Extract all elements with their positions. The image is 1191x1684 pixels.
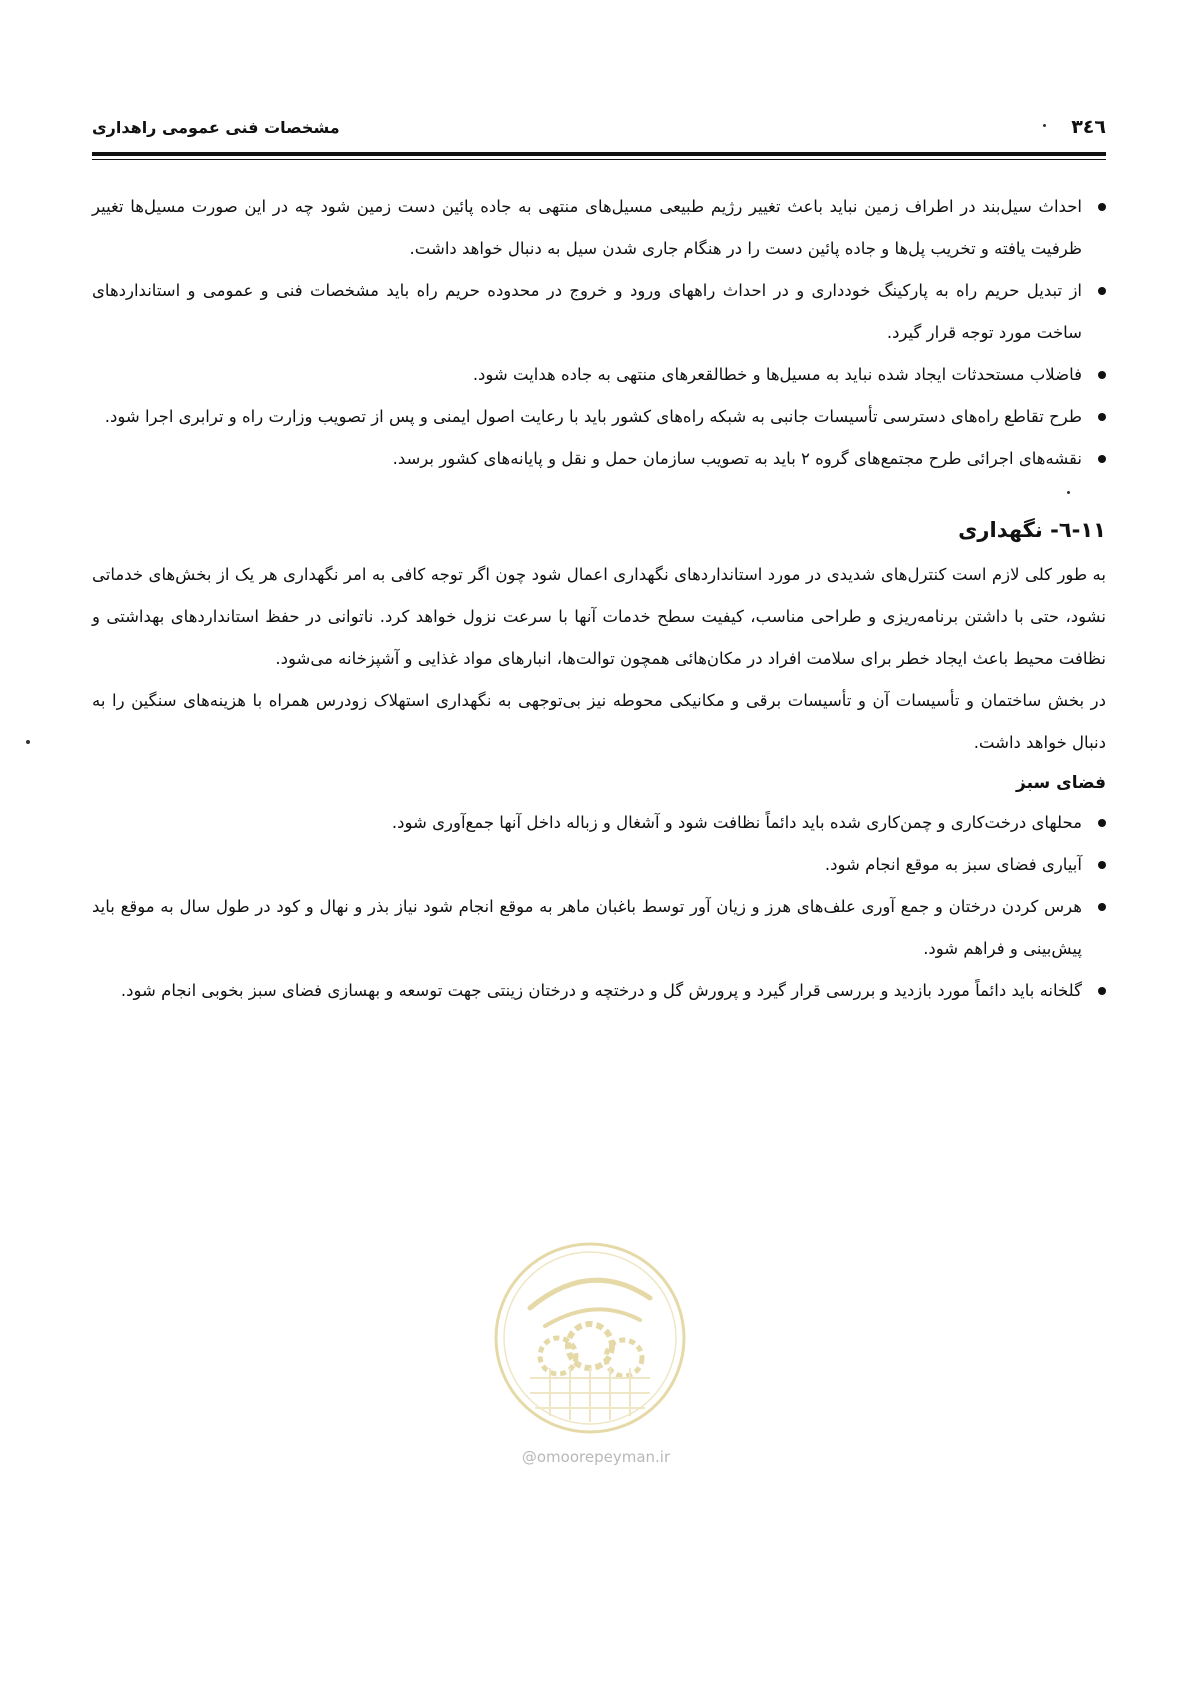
scan-speck	[26, 740, 30, 744]
bullet-icon	[1098, 819, 1106, 827]
scan-speck	[1043, 124, 1046, 127]
list-item: هرس کردن درختان و جمع آوری علف‌های هرز و زیان آور توسط باغبان ماهر به موقع انجام شود نیاز بذر و نهال و کود در طول سال به موقع باید پیش‌بینی و فراهم شود.	[92, 886, 1106, 970]
header-title: مشخصات فنی عمومی راهداری	[92, 118, 340, 137]
list-item: احداث سیل‌بند در اطراف زمین نباید باعث تغییر رژیم طبیعی مسیل‌های منتهی به جاده پائین دست زمین شود چه در این صورت مسیل‌ها تغییر ظرفیت یافته و تخریب پل‌ها و جاده پائین دست را در هنگام جاری شدن سیل به دنبال خواهد داشت.	[92, 186, 1106, 270]
bullet-icon	[1098, 861, 1106, 869]
list-item: گلخانه باید دائماً مورد بازدید و بررسی قرار گیرد و پرورش گل و درختچه و درختان زینتی جهت توسعه و بهسازی فضای سبز بخوبی انجام شود.	[92, 970, 1106, 1012]
watermark-seal-icon	[490, 1238, 690, 1438]
bullet-icon	[1098, 203, 1106, 211]
page-header	[92, 112, 1106, 152]
paragraph: به طور کلی لازم است کنترل‌های شدیدی در مورد استانداردهای نگهداری اعمال شود چون اگر توجه کافی به امر نگهداری هر یک از بخش‌های خدماتی نشود، حتی با داشتن برنامه‌ریزی و طراحی مناسب، کیفیت سطح خدمات آنها با سرعت نزول خواهد کرد. ناتوانی در حفظ استانداردهای بهداشتی و نظافت محیط باعث ایجاد خطر برای سلامت افراد در مکان‌هائی همچون توالت‌ها، انبارهای مواد غذایی و آشپزخانه می‌شود.	[92, 565, 1106, 668]
bullet-icon	[1098, 287, 1106, 295]
list-item: محلهای درخت‌کاری و چمن‌کاری شده باید دائماً نظافت شود و آشغال و زباله داخل آنها جمع‌آوری شود.	[92, 802, 1106, 844]
section-heading: ١١-٦- نگهداری	[958, 518, 1106, 542]
header-rule-thin	[92, 159, 1106, 160]
watermark-url: @omoorepeyman.ir	[521, 1448, 671, 1466]
list-item: طرح تقاطع راه‌های دسترسی تأسیسات جانبی به شبکه راه‌های کشور باید با رعایت اصول ایمنی و پس از تصویب وزارت راه و ترابری اجرا شود.	[92, 396, 1106, 438]
subsection-heading: فضای سبز	[1016, 773, 1106, 793]
list-item: فاضلاب مستحدثات ایجاد شده نباید به مسیل‌ها و خطالقعرهای منتهی به جاده هدایت شود.	[92, 354, 1106, 396]
bullet-icon	[1098, 413, 1106, 421]
paragraph: در بخش ساختمان و تأسیسات آن و تأسیسات برقی و مکانیکی محوطه نیز بی‌توجهی به نگهداری استهلاک زودرس همراه با هزینه‌های سنگین را به دنبال خواهد داشت.	[92, 691, 1106, 752]
list-item: از تبدیل حریم راه به پارکینگ خودداری و در احداث راههای ورود و خروج در محدوده حریم راه باید مشخصات فنی و عمومی و استانداردهای ساخت مورد توجه قرار گیرد.	[92, 270, 1106, 354]
page-content	[92, 186, 1106, 1012]
scan-speck	[1067, 491, 1070, 494]
bullet-list-top	[92, 186, 1106, 480]
bullet-list-green-space	[92, 802, 1106, 1012]
list-item: آبیاری فضای سبز به موقع انجام شود.	[92, 844, 1106, 886]
bullet-icon	[1098, 455, 1106, 463]
bullet-icon	[1098, 371, 1106, 379]
list-item: نقشه‌های اجرائی طرح مجتمع‌های گروه ٢ باید به تصویب سازمان حمل و نقل و پایانه‌های کشور برسد.	[92, 438, 1106, 480]
page-number: ٣٤٦	[1071, 116, 1106, 138]
bullet-icon	[1098, 987, 1106, 995]
header-rule-thick	[92, 152, 1106, 156]
bullet-icon	[1098, 903, 1106, 911]
